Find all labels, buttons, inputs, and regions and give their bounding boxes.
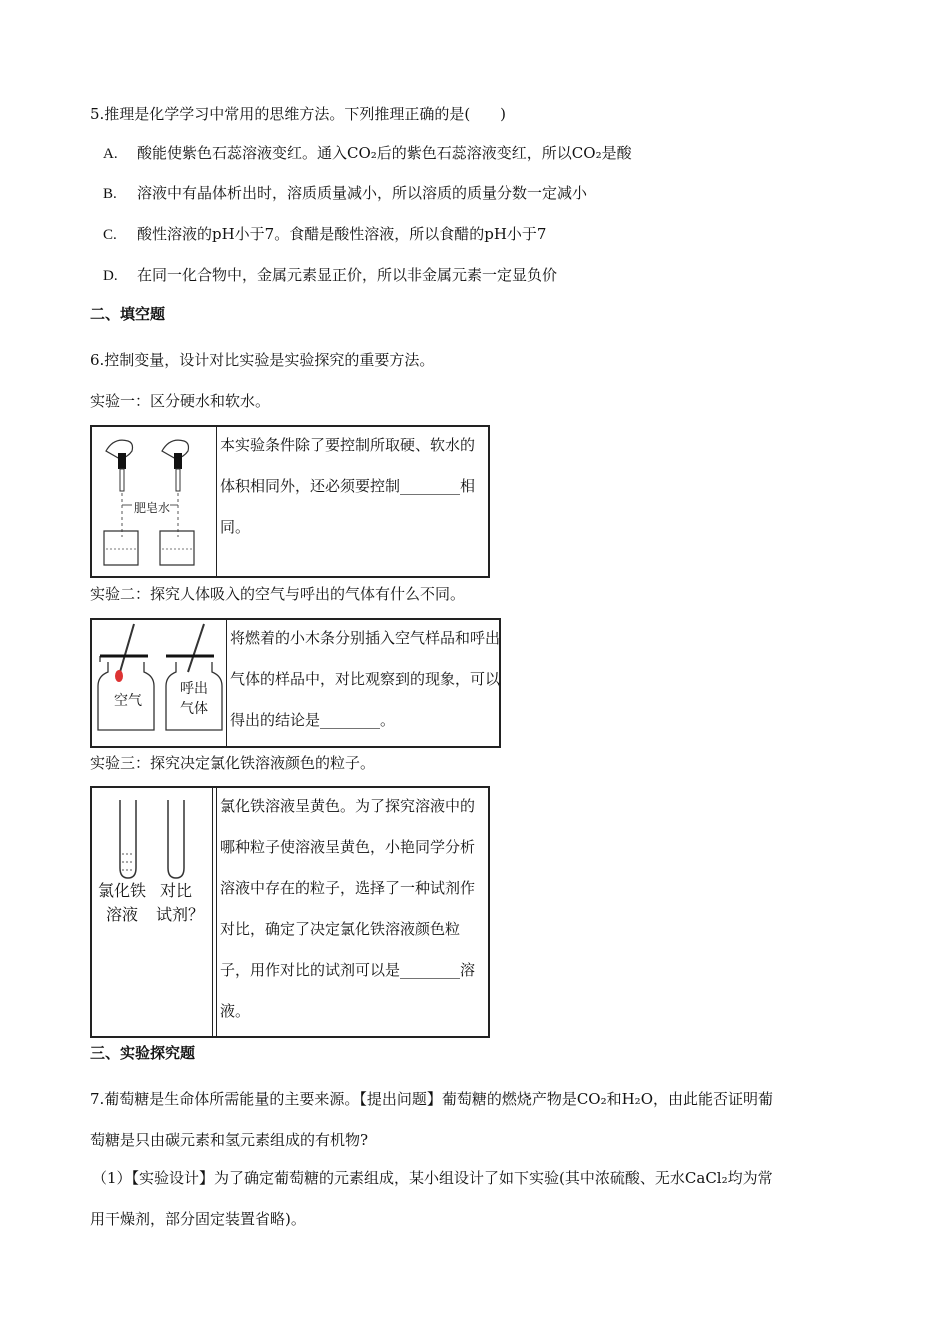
q7-line-4: 用干燥剂，部分固定装置省略)。 (90, 1210, 306, 1228)
section-heading-fill-blank: 二、填空题 (90, 305, 166, 323)
option-label: B. (103, 186, 117, 202)
compare-reagent-label-2: 试剂？ (156, 905, 205, 924)
exhaled-label-2: 气体 (180, 701, 208, 717)
exp3-divider (216, 788, 217, 1036)
ferric-chloride-label-2: 溶液 (106, 905, 139, 924)
q6-stem: 6.控制变量，设计对比实验是实验探究的重要方法。 (90, 351, 435, 369)
option-label: A. (103, 146, 118, 162)
q7-line-2: 萄糖是只由碳元素和氢元素组成的有机物? (90, 1131, 369, 1149)
q5-option-a[interactable] (103, 143, 632, 164)
option-text: 酸能使紫色石蕊溶液变红。通入CO₂后的紫色石蕊溶液变红，所以CO₂是酸 (137, 144, 632, 162)
section-heading-experiment: 三、实验探究题 (90, 1044, 196, 1062)
q7-line-3: （1）【实验设计】为了确定葡萄糖的元素组成，某小组设计了如下实验(其中浓硫酸、无水CaCl₂均为常 (92, 1169, 773, 1187)
exhaled-label-1: 呼出 (180, 681, 208, 697)
exp3-box (90, 786, 490, 1038)
option-text: 溶液中有晶体析出时，溶质质量减小，所以溶质的质量分数一定减小 (137, 184, 588, 202)
q5-option-d[interactable] (103, 265, 557, 286)
option-label: C. (103, 227, 117, 243)
compare-reagent-label-1: 对比 (160, 881, 193, 900)
q5-option-c[interactable] (103, 224, 546, 245)
exp3-text: 氯化铁溶液呈黄色。为了探究溶液中的哪种粒子使溶液呈黄色，小艳同学分析溶液中存在的粒子，选择了一种试剂作对比，确定了决定氯化铁溶液颜色粒子，用作对比的试剂可以是________溶液。 (220, 797, 476, 1020)
exp1-text: 本实验条件除了要控制所取硬、软水的体积相同外，还必须要控制________相同。 (220, 436, 476, 536)
q7-line-1: 7.葡萄糖是生命体所需能量的主要来源。【提出问题】葡萄糖的燃烧产物是CO₂和H₂O，由此能否证明葡 (90, 1090, 773, 1108)
exp2-figure (92, 620, 227, 746)
exp2-title: 实验二：探究人体吸入的空气与呼出的气体有什么不同。 (90, 585, 466, 603)
air-label: 空气 (114, 693, 142, 709)
option-text: 在同一化合物中，金属元素显正价，所以非金属元素一定显负价 (137, 266, 558, 284)
q5-stem: 5.推理是化学学习中常用的思维方法。下列推理正确的是( ) (90, 105, 507, 123)
exp3-figure (92, 788, 213, 1036)
exp2-box (90, 618, 501, 748)
exp3-title: 实验三：探究决定氯化铁溶液颜色的粒子。 (90, 754, 376, 772)
option-text: 酸性溶液的pH小于7。食醋是酸性溶液，所以食醋的pH小于7 (137, 225, 547, 243)
exp2-text: 将燃着的小木条分别插入空气样品和呼出气体的样品中，对比观察到的现象，可以得出的结论是________。 (230, 629, 501, 729)
option-label: D. (103, 268, 118, 284)
q5-option-b[interactable] (103, 183, 587, 204)
soap-water-label: 肥皂水 (134, 501, 171, 515)
exp1-title: 实验一：区分硬水和软水。 (90, 392, 271, 410)
exp1-box (90, 425, 490, 578)
exp1-figure (92, 427, 217, 576)
ferric-chloride-label-1: 氯化铁 (98, 881, 147, 900)
